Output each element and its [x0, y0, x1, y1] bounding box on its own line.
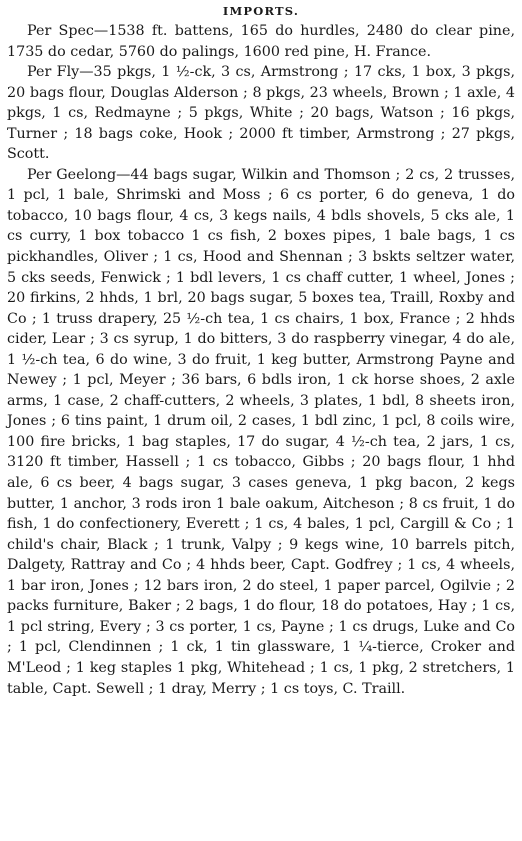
- imports-per-fly: Per Fly—35 pkgs, 1 ½-ck, 3 cs, Armstrong ; 17 cks, 1 box, 3 pkgs, 20 bags flour, Douglas Alderson ; 8 pkgs, 23 wheels, Brown ; 1 axle, 4 pkgs, 1 cs, Redmayne ; 5 pkgs, White ; 20 bags, Watson ; 16 pkgs, Turner ; 18 bags coke, Hook ; 2000 ft timber, Armstrong ; 27 pkgs, Scott.: [7, 64, 515, 163]
- section-heading: IMPORTS.: [222, 4, 300, 18]
- imports-per-geelong: Per Geelong—44 bags sugar, Wilkin and Thomson ; 2 cs, 2 trusses, 1 pcl, 1 bale, Shrimski and Moss ; 6 cs porter, 6 do geneva, 1 do tobacco, 10 bags flour, 4 cs, 3 kegs nails, 4 bdls shovels, 5 cks ale, 1 cs curry, 1 box tobacco 1 cs fish, 2 boxes pipes, 1 bale bags, 1 cs pickhandles, Oliver ; 1 cs, Hood and Shennan ; 3 bskts seltzer water, 5 cks seeds, Fenwick ; 1 bdl levers, 1 cs chaff cutter, 1 wheel, Jones ; 20 firkins, 2 hhds, 1 brl, 20 bags sugar, 5 boxes tea, Traill, Roxby and Co ; 1 truss drapery, 25 ½-ch tea, 1 cs chairs, 1 box, France ; 2 hhds cider, Lear ; 3 cs syrup, 1 do bitters, 3 do raspberry vinegar, 4 do ale, 1 ½-ch tea, 6 do wine, 3 do fruit, 1 keg butter, Armstrong Payne and Newey ; 1 pcl, Meyer ; 36 bars, 6 bdls iron, 1 ck horse shoes, 2 axle arms, 1 case, 2 chaff-cutters, 2 wheels, 3 plates, 1 bdl, 8 sheets iron, Jones ; 6 tins paint, 1 drum oil, 2 cases, 1 bdl zinc, 1 pcl, 8 coils wire, 100 fire bricks, 1 bag staples, 17 do sugar, 4 ½-ch tea, 2 jars, 1 cs, 3120 ft timber, Hassell ; 1 cs tobacco, Gibbs ; 20 bags flour, 1 hhd ale, 6 cs beer, 4 bags sugar, 3 cases geneva, 1 pkg bacon, 2 kegs butter, 1 anchor, 3 rods iron 1 bale oakum, Aitcheson ; 8 cs fruit, 1 do fish, 1 do confectionery, Everett ; 1 cs, 4 bales, 1 pcl, Cargill & Co ; 1 child's chair, Black ; 1 trunk, Valpy ; 9 kegs wine, 10 barrels pitch, Dalgety, Rattray and Co ; 4 hhds beer, Capt. Godfrey ; 1 cs, 4 wheels, 1 bar iron, Jones ; 12 bars iron, 2 do steel, 1 paper parcel, Ogilvie ; 2 packs furniture, Baker ; 2 bags, 1 do flour, 18 do potatoes, Hay ; 1 cs, 1 pcl string, Every ; 3 cs porter, 1 cs, Payne ; 1 cs drugs, Luke and Co ; 1 pcl, Clendinnen ; 1 ck, 1 tin glassware, 1 ¼-tierce, Croker and M'Leod ; 1 keg staples 1 pkg, Whitehead ; 1 cs, 1 pkg, 2 stretchers, 1 table, Capt. Sewell ; 1 dray, Merry ; 1 cs toys, C. Traill.: [7, 166, 515, 697]
- imports-per-spec: Per Spec—1538 ft. battens, 165 do hurdles, 2480 do clear pine, 1735 do cedar, 5760 do palings, 1600 red pine, H. France.: [7, 23, 515, 60]
